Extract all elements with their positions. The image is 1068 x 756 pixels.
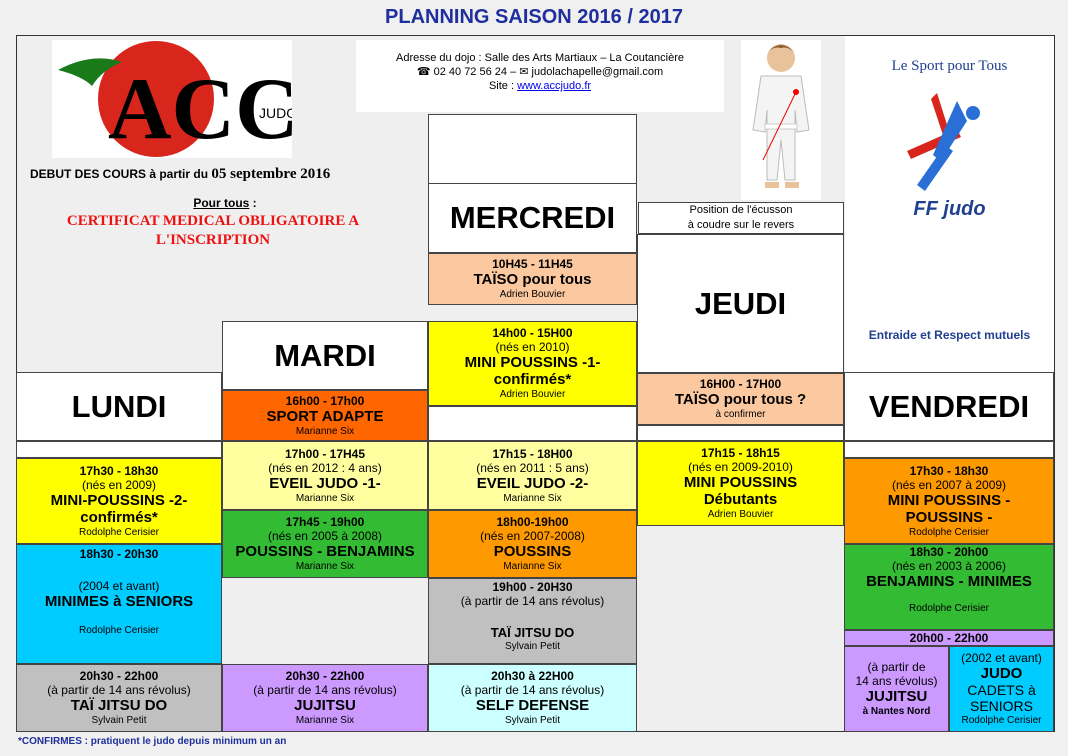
class-cell: 20h30 à 22H00 (à partir de 14 ans révolus) SELF DEFENSE Sylvain Petit xyxy=(428,664,637,732)
federation-panel xyxy=(845,36,1054,372)
ff-judo-logo-icon xyxy=(897,91,997,201)
address-line: Adresse du dojo : Salle des Arts Martiaux – La Coutancière xyxy=(396,52,684,64)
medical-notice: CERTIFICAT MEDICAL OBLIGATOIRE A L'INSCRIPTION xyxy=(66,213,360,248)
class-cell: 17h30 - 18h30 (nés en 2007 à 2009) MINI POUSSINS - POUSSINS - Rodolphe Cerisier xyxy=(844,458,1054,544)
empty-cell xyxy=(428,114,637,184)
footnote: *CONFIRMES : pratiquent le judo depuis minimum un an xyxy=(18,736,287,747)
address-box xyxy=(356,40,724,112)
federation-name: FF judo xyxy=(913,198,986,220)
class-cell: 14h00 - 15H00 (nés en 2010) MINI POUSSINS -1- confirmés* Adrien Bouvier xyxy=(428,321,637,406)
page-title: PLANNING SAISON 2016 / 2017 xyxy=(385,6,683,28)
day-header-jeudi: JEUDI xyxy=(637,234,844,373)
svg-text:JUDO: JUDO xyxy=(259,105,292,121)
empty-cell xyxy=(637,425,844,441)
badge-note: Position de l'écusson à coudre sur le revers xyxy=(638,202,844,234)
class-time-header: 20h00 - 22h00 xyxy=(844,630,1054,646)
judoka-photo xyxy=(741,40,821,200)
class-cell: 18h30 - 20h30 (2004 et avant) MINIMES à SENIORS Rodolphe Cerisier xyxy=(16,544,222,664)
class-cell: 17h30 - 18h30 (nés en 2009) MINI-POUSSINS -2- confirmés* Rodolphe Cerisier xyxy=(16,458,222,544)
class-cell: (2002 et avant) JUDO CADETS à SENIORS Rodolphe Cerisier xyxy=(949,646,1054,732)
class-cell: 18h30 - 20h00 (nés en 2003 à 2006) BENJAMINS - MINIMES Rodolphe Cerisier xyxy=(844,544,1054,630)
for-all-label: Pour tous : xyxy=(193,196,257,210)
class-cell: (à partir de 14 ans révolus) JUJITSU à Nantes Nord xyxy=(844,646,949,732)
day-header-vendredi: VENDREDI xyxy=(844,372,1054,441)
class-cell: 17h45 - 19h00 (nés en 2005 à 2008) POUSSINS - BENJAMINS Marianne Six xyxy=(222,510,428,578)
class-cell: 10H45 - 11H45 TAÏSO pour tous Adrien Bouvier xyxy=(428,253,637,305)
class-cell: 20h30 - 22h00 (à partir de 14 ans révolus) TAÏ JITSU DO Sylvain Petit xyxy=(16,664,222,732)
empty-cell xyxy=(844,441,1054,458)
day-header-mercredi: MERCREDI xyxy=(428,183,637,253)
federation-slogan: Le Sport pour Tous xyxy=(891,58,1008,74)
day-header-lundi: LUNDI xyxy=(16,372,222,441)
class-cell: 17h15 - 18H00 (nés en 2011 : 5 ans) EVEIL JUDO -2- Marianne Six xyxy=(428,441,637,510)
class-cell: 20h30 - 22h00 (à partir de 14 ans révolus) JUJITSU Marianne Six xyxy=(222,664,428,732)
svg-text:ACC: ACC xyxy=(108,61,292,158)
phone-icon: ☎ xyxy=(416,66,431,78)
empty-cell xyxy=(428,406,637,441)
class-cell: 17h15 - 18h15 (nés en 2009-2010) MINI POUSSINS Débutants Adrien Bouvier xyxy=(637,441,844,526)
day-header-mardi: MARDI xyxy=(222,321,428,390)
class-cell: 16h00 - 17h00 SPORT ADAPTE Marianne Six xyxy=(222,390,428,441)
federation-motto: Entraide et Respect mutuels xyxy=(868,328,1031,342)
class-cell: 18h00-19h00 (nés en 2007-2008) POUSSINS Marianne Six xyxy=(428,510,637,578)
class-cell: 17h00 - 17H45 (nés en 2012 : 4 ans) EVEIL JUDO -1- Marianne Six xyxy=(222,441,428,510)
class-cell: 19h00 - 20H30 (à partir de 14 ans révolus) TAÏ JITSU DO Sylvain Petit xyxy=(428,578,637,664)
start-date: DEBUT DES COURS à partir du 05 septembre 2016 xyxy=(30,166,331,182)
contact-line: ☎ 02 40 72 56 24 – ✉ judolachapelle@gmail.com xyxy=(416,66,664,78)
club-logo xyxy=(52,40,292,158)
site-line: Site : www.accjudo.fr xyxy=(488,80,592,92)
acc-logo-icon xyxy=(52,40,292,158)
mail-icon: ✉ xyxy=(519,66,529,78)
site-link[interactable]: www.accjudo.fr xyxy=(517,80,592,92)
class-cell: 16H00 - 17H00 TAÏSO pour tous ? à confirmer xyxy=(637,373,844,425)
empty-cell xyxy=(16,441,222,458)
